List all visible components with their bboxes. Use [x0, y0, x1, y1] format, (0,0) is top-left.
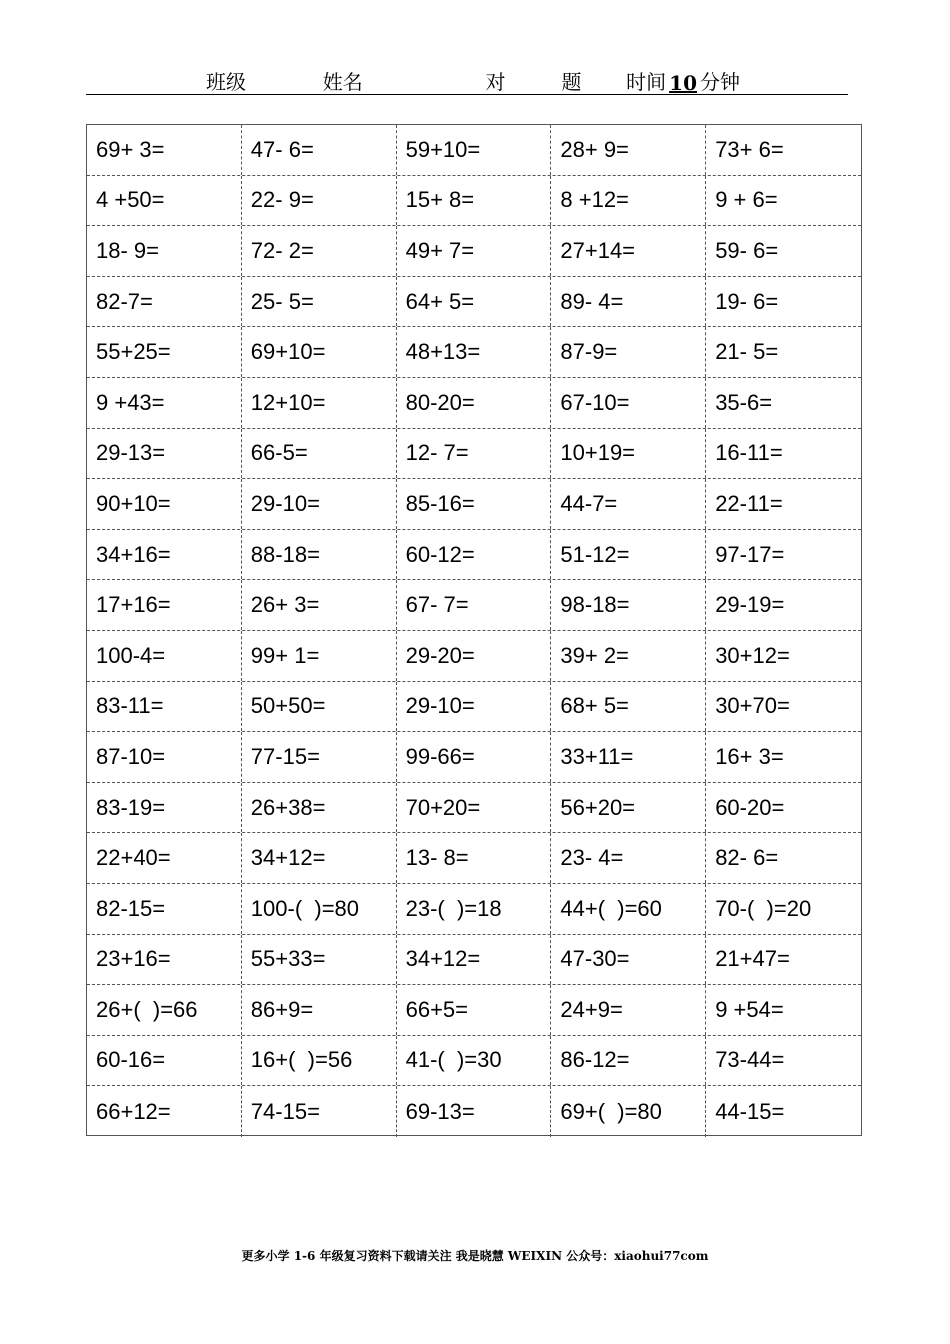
problem-cell: 85-16= [397, 479, 552, 529]
problem-cell: 26+ 3= [242, 580, 397, 630]
problem-cell: 9 + 6= [715, 187, 778, 213]
problem-cell: 16-11= [715, 440, 783, 466]
problem-cell: 16+( )=56 [242, 1036, 397, 1086]
problem-cell: 82- 6= [715, 845, 779, 871]
problem-cell: 23-( )=18 [397, 884, 552, 934]
problem-cell: 68+ 5= [551, 682, 706, 732]
problem-cell: 74-15= [242, 1086, 397, 1137]
problem-cell: 25- 5= [242, 277, 397, 327]
problem-cell: 22- 9= [242, 176, 397, 226]
time-label: 时间 [626, 70, 667, 94]
problem-row [87, 1036, 861, 1087]
problem-cell: 9 +54= [715, 996, 784, 1022]
problem-cell: 19- 6= [715, 288, 779, 314]
problem-cell: 29-20= [397, 631, 552, 681]
problem-row [87, 378, 861, 429]
problem-cell: 44-7= [551, 479, 706, 529]
problem-cell: 55+33= [242, 935, 397, 985]
problem-cell: 60-20= [715, 794, 785, 820]
problem-row [87, 479, 861, 530]
problem-cell: 60-16= [87, 1036, 242, 1086]
problem-cell: 82-15= [87, 884, 242, 934]
problem-cell: 72- 2= [242, 226, 397, 276]
problem-cell: 26+( )=66 [87, 985, 242, 1035]
problem-cell: 99+ 1= [242, 631, 397, 681]
problem-cell: 44-15= [715, 1098, 785, 1124]
problem-row [87, 783, 861, 834]
problem-cell: 12- 7= [397, 429, 552, 479]
problem-row [87, 732, 861, 783]
problem-cell: 70+20= [397, 783, 552, 833]
problem-cell: 26+38= [242, 783, 397, 833]
problem-cell: 69-13= [397, 1086, 552, 1137]
problem-cell: 35-6= [715, 389, 773, 415]
problem-cell: 24+9= [551, 985, 706, 1035]
problem-row [87, 935, 861, 986]
problem-cell: 66+5= [397, 985, 552, 1035]
problem-cell: 66+12= [87, 1086, 242, 1137]
problem-cell: 49+ 7= [397, 226, 552, 276]
problem-cell: 33+11= [551, 732, 706, 782]
problem-cell: 28+ 9= [551, 125, 706, 175]
problem-cell: 67- 7= [397, 580, 552, 630]
questions-label: 题 [561, 70, 582, 94]
name-label: 姓名 [322, 70, 363, 94]
problem-cell: 8 +12= [551, 176, 706, 226]
problem-cell: 34+12= [397, 935, 552, 985]
problem-cell: 47- 6= [242, 125, 397, 175]
problem-cell: 88-18= [242, 530, 397, 580]
name-blank[interactable] [365, 76, 453, 95]
problem-cell: 83-11= [87, 682, 242, 732]
correct-count-blank[interactable] [507, 76, 559, 95]
problem-cell: 9 +43= [87, 378, 242, 428]
problem-cell: 59+10= [397, 125, 552, 175]
problem-cell: 22-11= [715, 490, 783, 516]
problem-row [87, 833, 861, 884]
header-fields [206, 66, 740, 95]
problem-cell: 15+ 8= [397, 176, 552, 226]
problem-cell: 69+ 3= [87, 125, 242, 175]
problem-cell: 60-12= [397, 530, 552, 580]
problem-cell: 100-4= [87, 631, 242, 681]
problem-cell: 22+40= [87, 833, 242, 883]
problem-cell: 97-17= [715, 541, 785, 567]
problem-cell: 16+ 3= [715, 743, 784, 769]
problem-cell: 39+ 2= [551, 631, 706, 681]
worksheet-header [86, 62, 848, 95]
problem-cell: 23- 4= [551, 833, 706, 883]
problem-cell: 73-44= [715, 1047, 785, 1073]
problem-cell: 89- 4= [551, 277, 706, 327]
problem-cell: 29-10= [242, 479, 397, 529]
problem-row [87, 176, 861, 227]
problem-cell: 70-( )=20 [715, 895, 812, 921]
problem-cell: 34+16= [87, 530, 242, 580]
problem-cell: 77-15= [242, 732, 397, 782]
problem-row [87, 1086, 861, 1137]
time-unit: 分钟 [700, 70, 740, 94]
problem-cell: 69+10= [242, 327, 397, 377]
problem-cell: 82-7= [87, 277, 242, 327]
correct-label: 对 [485, 70, 506, 94]
class-label: 班级 [206, 70, 246, 94]
problem-row [87, 125, 861, 176]
problem-cell: 21+47= [715, 946, 790, 972]
problem-cell: 66-5= [242, 429, 397, 479]
problem-cell: 90+10= [87, 479, 242, 529]
problem-cell: 55+25= [87, 327, 242, 377]
problem-row [87, 530, 861, 581]
footer-note: 更多小学 1-6 年级复习资料下载请关注 我是晓慧 WEIXIN 公众号：xiaohui77com [241, 1249, 709, 1263]
problem-cell: 98-18= [551, 580, 706, 630]
problem-cell: 86+9= [242, 985, 397, 1035]
problem-cell: 86-12= [551, 1036, 706, 1086]
problem-cell: 99-66= [397, 732, 552, 782]
problem-row [87, 884, 861, 935]
problem-cell: 13- 8= [397, 833, 552, 883]
problem-cell: 64+ 5= [397, 277, 552, 327]
problem-cell: 100-( )=80 [242, 884, 397, 934]
problem-cell: 30+70= [715, 693, 790, 719]
problem-row [87, 277, 861, 328]
problem-cell: 59- 6= [715, 237, 779, 263]
problem-cell: 29-19= [715, 592, 785, 618]
problem-cell: 34+12= [242, 833, 397, 883]
problem-cell: 17+16= [87, 580, 242, 630]
problem-cell: 67-10= [551, 378, 706, 428]
time-value: 10 [669, 71, 697, 95]
problem-cell: 29-13= [87, 429, 242, 479]
problem-row [87, 580, 861, 631]
problem-cell: 56+20= [551, 783, 706, 833]
problem-row [87, 682, 861, 733]
problem-cell: 87-10= [87, 732, 242, 782]
problem-cell: 29-10= [397, 682, 552, 732]
problem-cell: 18- 9= [87, 226, 242, 276]
problem-cell: 41-( )=30 [397, 1036, 552, 1086]
problem-row [87, 226, 861, 277]
problem-grid [86, 124, 862, 1136]
class-blank[interactable] [248, 76, 302, 95]
problem-row [87, 631, 861, 682]
problem-cell: 4 +50= [87, 176, 242, 226]
problem-cell: 12+10= [242, 378, 397, 428]
problem-cell: 48+13= [397, 327, 552, 377]
problem-cell: 51-12= [551, 530, 706, 580]
problem-cell: 83-19= [87, 783, 242, 833]
problem-cell: 87-9= [551, 327, 706, 377]
problem-cell: 23+16= [87, 935, 242, 985]
problem-cell: 69+( )=80 [551, 1086, 706, 1137]
problem-cell: 47-30= [551, 935, 706, 985]
problem-row [87, 985, 861, 1036]
problem-cell: 73+ 6= [715, 136, 784, 162]
problem-cell: 30+12= [715, 642, 790, 668]
problem-cell: 44+( )=60 [551, 884, 706, 934]
problem-row [87, 429, 861, 480]
problem-cell: 50+50= [242, 682, 397, 732]
problem-row [87, 327, 861, 378]
problem-cell: 21- 5= [715, 339, 779, 365]
problem-cell: 27+14= [551, 226, 706, 276]
problem-cell: 80-20= [397, 378, 552, 428]
problem-cell: 10+19= [551, 429, 706, 479]
